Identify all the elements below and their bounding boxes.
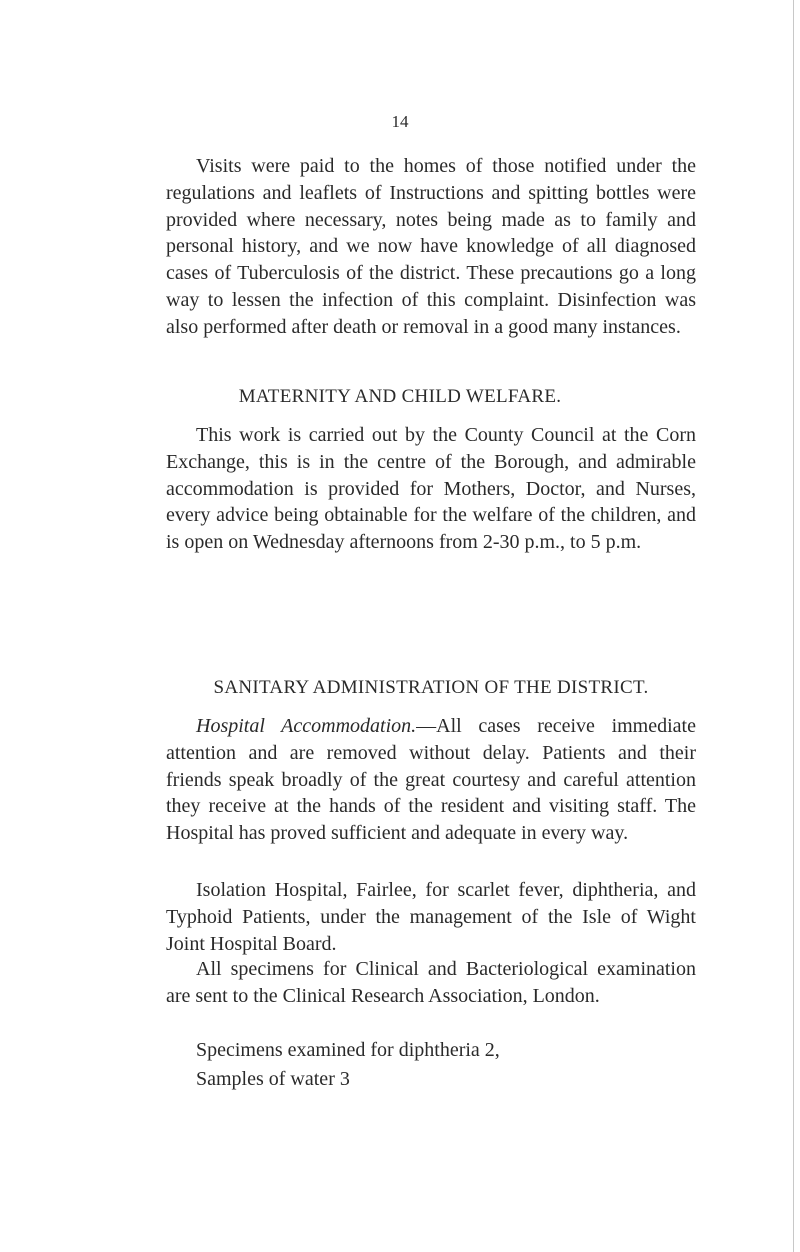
hospital-accommodation-text: —All cases receive immediate attention and are removed without delay. Patients and their friends speak broadly of the great courtesy and careful attention they receive at the hands of the resident and visiting staff. The Hospital has proved sufficient and adequate in every way. <box>166 715 696 845</box>
heading-maternity-child-welfare: MATERNITY AND CHILD WELFARE. <box>238 386 562 407</box>
page-number: 14 <box>391 112 409 131</box>
line-samples-water: Samples of water 3 <box>196 1068 350 1090</box>
hospital-accommodation-lead: Hospital Accommodation. <box>196 715 417 737</box>
paragraph-visits: Visits were paid to the homes of those notified under the regulations and leaflets of Instructions and spitting bottles were provided where necessary, notes being made as to family and personal history, and we now have knowledge of all diagnosed cases of Tuberculosis of the district. These precautions go a long way to lessen the infection of this complaint. Disinfection was also performed after death or removal in a good many instances. <box>166 155 696 338</box>
paragraph-isolation-hospital: Isolation Hospital, Fairlee, for scarlet fever, diphtheria, and Typhoid Patients, under the management of the Isle of Wight Joint Hospital Board. <box>166 879 696 955</box>
paragraph-specimens: All specimens for Clinical and Bacteriological examination are sent to the Clinical Research Association, London. <box>166 958 696 1007</box>
heading-sanitary-administration: SANITARY ADMINISTRATION OF THE DISTRICT. <box>213 677 649 698</box>
paragraph-hospital-accommodation <box>166 713 696 847</box>
line-specimens-diphtheria: Specimens examined for diphtheria 2, <box>196 1039 500 1061</box>
page-edge-line <box>793 0 794 1252</box>
paragraph-maternity: This work is carried out by the County Council at the Corn Exchange, this is in the centre of the Borough, and admirable accommodation is provided for Mothers, Doctor, and Nurses, every advice being obtainable for the welfare of the children, and is open on Wednesday afternoons from 2-30 p.m., to 5 p.m. <box>166 424 696 554</box>
